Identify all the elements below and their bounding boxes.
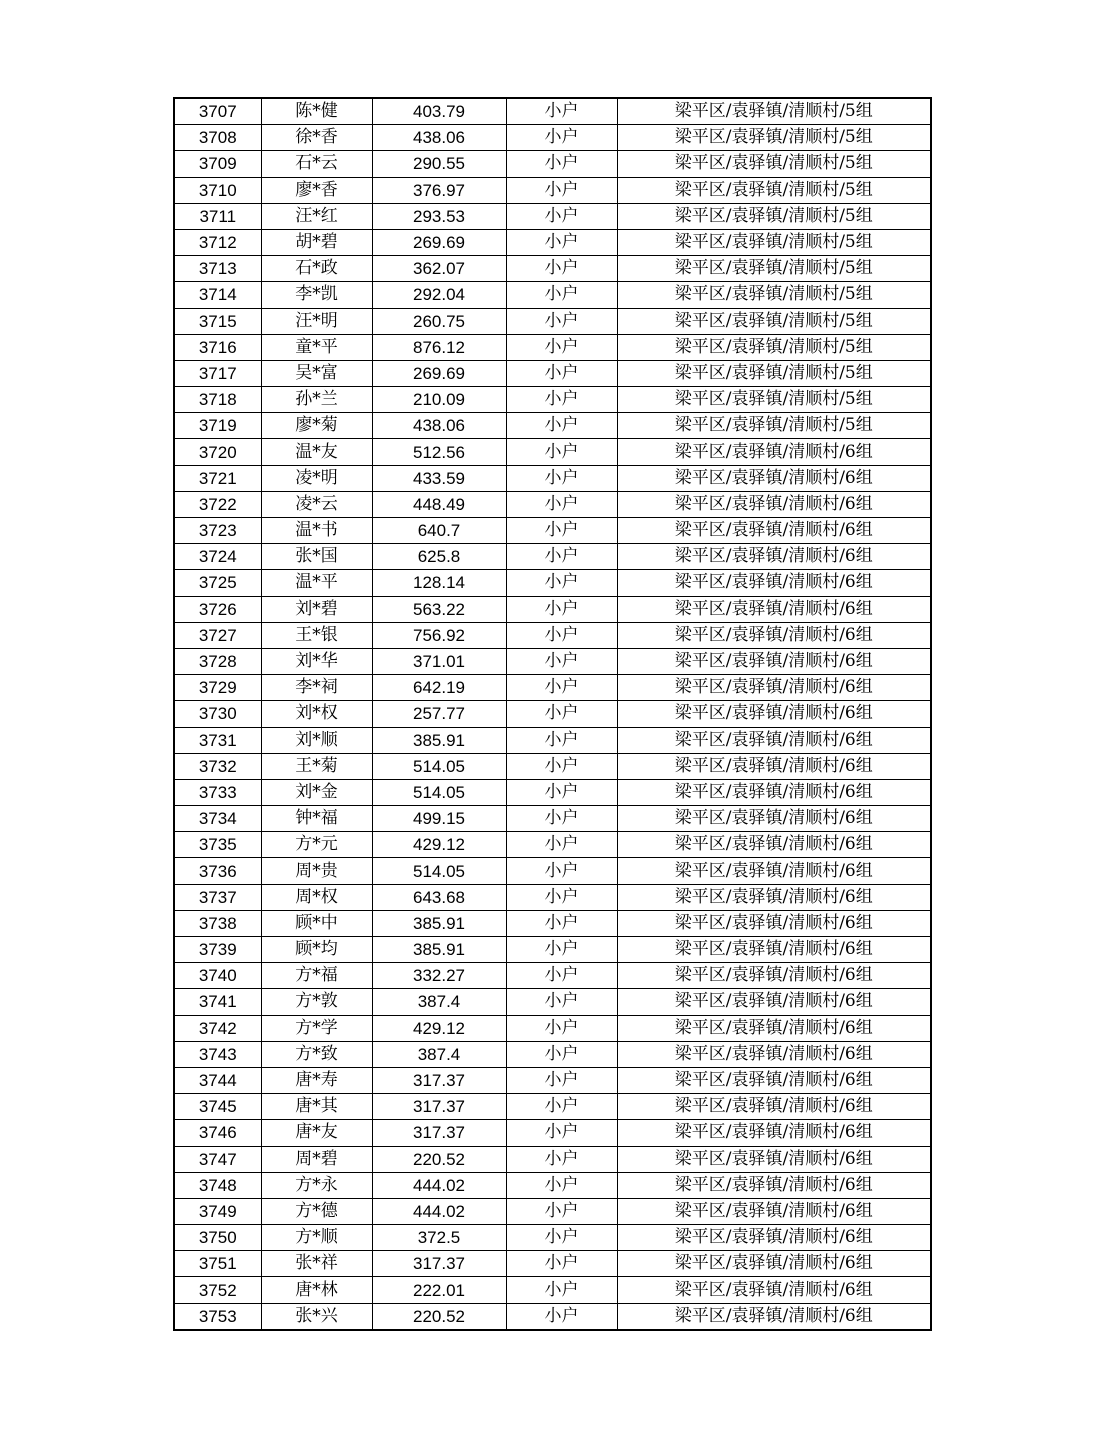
household-type-cell: 小户 <box>506 544 617 570</box>
table-row <box>174 518 931 544</box>
address-cell: 梁平区/袁驿镇/清顺村/5组 <box>617 256 931 282</box>
row-number-cell: 3712 <box>174 229 261 255</box>
address-cell: 梁平区/袁驿镇/清顺村/6组 <box>617 963 931 989</box>
address-cell: 梁平区/袁驿镇/清顺村/6组 <box>617 1120 931 1146</box>
household-type-cell: 小户 <box>506 1094 617 1120</box>
area-cell: 514.05 <box>372 858 506 884</box>
area-cell: 387.4 <box>372 989 506 1015</box>
household-type-cell: 小户 <box>506 1303 617 1330</box>
row-number-cell: 3726 <box>174 596 261 622</box>
table-row <box>174 989 931 1015</box>
area-cell: 433.59 <box>372 465 506 491</box>
area-cell: 387.4 <box>372 1041 506 1067</box>
address-cell: 梁平区/袁驿镇/清顺村/6组 <box>617 1041 931 1067</box>
holder-name-cell: 汪*明 <box>261 308 372 334</box>
row-number-cell: 3750 <box>174 1225 261 1251</box>
household-type-cell: 小户 <box>506 203 617 229</box>
address-cell: 梁平区/袁驿镇/清顺村/6组 <box>617 518 931 544</box>
holder-name-cell: 廖*香 <box>261 177 372 203</box>
holder-name-cell: 李*凯 <box>261 282 372 308</box>
household-type-cell: 小户 <box>506 98 617 125</box>
address-cell: 梁平区/袁驿镇/清顺村/5组 <box>617 308 931 334</box>
area-cell: 222.01 <box>372 1277 506 1303</box>
area-cell: 220.52 <box>372 1303 506 1330</box>
address-cell: 梁平区/袁驿镇/清顺村/6组 <box>617 1094 931 1120</box>
household-type-cell: 小户 <box>506 1251 617 1277</box>
area-cell: 642.19 <box>372 675 506 701</box>
table-row <box>174 1094 931 1120</box>
row-number-cell: 3745 <box>174 1094 261 1120</box>
address-cell: 梁平区/袁驿镇/清顺村/6组 <box>617 439 931 465</box>
row-number-cell: 3735 <box>174 832 261 858</box>
row-number-cell: 3725 <box>174 570 261 596</box>
address-cell: 梁平区/袁驿镇/清顺村/5组 <box>617 229 931 255</box>
table-row <box>174 125 931 151</box>
holder-name-cell: 温*书 <box>261 518 372 544</box>
address-cell: 梁平区/袁驿镇/清顺村/6组 <box>617 806 931 832</box>
address-cell: 梁平区/袁驿镇/清顺村/5组 <box>617 177 931 203</box>
area-cell: 332.27 <box>372 963 506 989</box>
holder-name-cell: 周*碧 <box>261 1146 372 1172</box>
household-type-cell: 小户 <box>506 832 617 858</box>
holder-name-cell: 方*永 <box>261 1172 372 1198</box>
area-cell: 643.68 <box>372 884 506 910</box>
area-cell: 385.91 <box>372 910 506 936</box>
holder-name-cell: 王*银 <box>261 622 372 648</box>
address-cell: 梁平区/袁驿镇/清顺村/5组 <box>617 282 931 308</box>
table-row <box>174 753 931 779</box>
household-type-cell: 小户 <box>506 963 617 989</box>
table-row <box>174 1146 931 1172</box>
holder-name-cell: 唐*寿 <box>261 1067 372 1093</box>
address-cell: 梁平区/袁驿镇/清顺村/6组 <box>617 1198 931 1224</box>
table-row <box>174 177 931 203</box>
table-row <box>174 570 931 596</box>
table-row <box>174 1251 931 1277</box>
area-cell: 444.02 <box>372 1198 506 1224</box>
holder-name-cell: 凌*云 <box>261 491 372 517</box>
table-row <box>174 1303 931 1330</box>
address-cell: 梁平区/袁驿镇/清顺村/6组 <box>617 465 931 491</box>
household-type-cell: 小户 <box>506 779 617 805</box>
table-row <box>174 622 931 648</box>
table-row <box>174 727 931 753</box>
household-type-cell: 小户 <box>506 648 617 674</box>
address-cell: 梁平区/袁驿镇/清顺村/6组 <box>617 1225 931 1251</box>
table-row <box>174 465 931 491</box>
row-number-cell: 3710 <box>174 177 261 203</box>
holder-name-cell: 周*贵 <box>261 858 372 884</box>
holder-name-cell: 唐*友 <box>261 1120 372 1146</box>
row-number-cell: 3711 <box>174 203 261 229</box>
area-cell: 448.49 <box>372 491 506 517</box>
holder-name-cell: 刘*权 <box>261 701 372 727</box>
area-cell: 269.69 <box>372 229 506 255</box>
row-number-cell: 3722 <box>174 491 261 517</box>
household-type-cell: 小户 <box>506 1225 617 1251</box>
address-cell: 梁平区/袁驿镇/清顺村/6组 <box>617 570 931 596</box>
table-row <box>174 256 931 282</box>
household-type-cell: 小户 <box>506 177 617 203</box>
row-number-cell: 3748 <box>174 1172 261 1198</box>
household-type-cell: 小户 <box>506 1120 617 1146</box>
area-cell: 371.01 <box>372 648 506 674</box>
holder-name-cell: 顾*中 <box>261 910 372 936</box>
address-cell: 梁平区/袁驿镇/清顺村/6组 <box>617 622 931 648</box>
row-number-cell: 3742 <box>174 1015 261 1041</box>
table-row <box>174 937 931 963</box>
holder-name-cell: 唐*其 <box>261 1094 372 1120</box>
holder-name-cell: 廖*菊 <box>261 413 372 439</box>
holder-name-cell: 胡*碧 <box>261 229 372 255</box>
row-number-cell: 3740 <box>174 963 261 989</box>
table-row <box>174 491 931 517</box>
row-number-cell: 3736 <box>174 858 261 884</box>
household-type-cell: 小户 <box>506 596 617 622</box>
holder-name-cell: 张*祥 <box>261 1251 372 1277</box>
address-cell: 梁平区/袁驿镇/清顺村/6组 <box>617 989 931 1015</box>
area-cell: 292.04 <box>372 282 506 308</box>
area-cell: 640.7 <box>372 518 506 544</box>
area-cell: 269.69 <box>372 360 506 386</box>
row-number-cell: 3723 <box>174 518 261 544</box>
table-row <box>174 1172 931 1198</box>
area-cell: 317.37 <box>372 1067 506 1093</box>
household-type-cell: 小户 <box>506 570 617 596</box>
address-cell: 梁平区/袁驿镇/清顺村/6组 <box>617 779 931 805</box>
area-cell: 876.12 <box>372 334 506 360</box>
address-cell: 梁平区/袁驿镇/清顺村/6组 <box>617 596 931 622</box>
holder-name-cell: 钟*福 <box>261 806 372 832</box>
address-cell: 梁平区/袁驿镇/清顺村/5组 <box>617 334 931 360</box>
address-cell: 梁平区/袁驿镇/清顺村/6组 <box>617 727 931 753</box>
row-number-cell: 3709 <box>174 151 261 177</box>
household-type-cell: 小户 <box>506 910 617 936</box>
table-row <box>174 1067 931 1093</box>
household-type-cell: 小户 <box>506 806 617 832</box>
address-cell: 梁平区/袁驿镇/清顺村/5组 <box>617 360 931 386</box>
holder-name-cell: 方*学 <box>261 1015 372 1041</box>
holder-name-cell: 刘*金 <box>261 779 372 805</box>
household-type-cell: 小户 <box>506 1277 617 1303</box>
holder-name-cell: 方*致 <box>261 1041 372 1067</box>
area-cell: 317.37 <box>372 1251 506 1277</box>
table-row <box>174 1198 931 1224</box>
row-number-cell: 3719 <box>174 413 261 439</box>
holder-name-cell: 刘*碧 <box>261 596 372 622</box>
area-cell: 444.02 <box>372 1172 506 1198</box>
holder-name-cell: 童*平 <box>261 334 372 360</box>
table-row <box>174 544 931 570</box>
household-type-cell: 小户 <box>506 858 617 884</box>
row-number-cell: 3728 <box>174 648 261 674</box>
area-cell: 128.14 <box>372 570 506 596</box>
address-cell: 梁平区/袁驿镇/清顺村/5组 <box>617 151 931 177</box>
household-type-cell: 小户 <box>506 151 617 177</box>
table-row <box>174 282 931 308</box>
holder-name-cell: 石*政 <box>261 256 372 282</box>
area-cell: 385.91 <box>372 937 506 963</box>
household-table-body <box>174 98 931 1330</box>
row-number-cell: 3746 <box>174 1120 261 1146</box>
table-row <box>174 334 931 360</box>
address-cell: 梁平区/袁驿镇/清顺村/5组 <box>617 203 931 229</box>
area-cell: 372.5 <box>372 1225 506 1251</box>
address-cell: 梁平区/袁驿镇/清顺村/6组 <box>617 1303 931 1330</box>
table-row <box>174 779 931 805</box>
row-number-cell: 3738 <box>174 910 261 936</box>
holder-name-cell: 徐*香 <box>261 125 372 151</box>
table-row <box>174 1120 931 1146</box>
table-row <box>174 98 931 125</box>
area-cell: 317.37 <box>372 1120 506 1146</box>
table-row <box>174 675 931 701</box>
household-type-cell: 小户 <box>506 937 617 963</box>
table-row <box>174 648 931 674</box>
household-type-cell: 小户 <box>506 622 617 648</box>
area-cell: 625.8 <box>372 544 506 570</box>
address-cell: 梁平区/袁驿镇/清顺村/5组 <box>617 98 931 125</box>
table-row <box>174 413 931 439</box>
address-cell: 梁平区/袁驿镇/清顺村/6组 <box>617 884 931 910</box>
row-number-cell: 3724 <box>174 544 261 570</box>
holder-name-cell: 汪*红 <box>261 203 372 229</box>
household-type-cell: 小户 <box>506 675 617 701</box>
row-number-cell: 3713 <box>174 256 261 282</box>
area-cell: 512.56 <box>372 439 506 465</box>
household-type-cell: 小户 <box>506 753 617 779</box>
row-number-cell: 3715 <box>174 308 261 334</box>
holder-name-cell: 方*德 <box>261 1198 372 1224</box>
table-row <box>174 1041 931 1067</box>
area-cell: 429.12 <box>372 1015 506 1041</box>
household-type-cell: 小户 <box>506 413 617 439</box>
table-row <box>174 701 931 727</box>
row-number-cell: 3707 <box>174 98 261 125</box>
holder-name-cell: 孙*兰 <box>261 387 372 413</box>
row-number-cell: 3714 <box>174 282 261 308</box>
holder-name-cell: 唐*林 <box>261 1277 372 1303</box>
table-row <box>174 229 931 255</box>
address-cell: 梁平区/袁驿镇/清顺村/6组 <box>617 832 931 858</box>
household-type-cell: 小户 <box>506 308 617 334</box>
table-row <box>174 1277 931 1303</box>
row-number-cell: 3739 <box>174 937 261 963</box>
row-number-cell: 3729 <box>174 675 261 701</box>
area-cell: 362.07 <box>372 256 506 282</box>
row-number-cell: 3721 <box>174 465 261 491</box>
household-type-cell: 小户 <box>506 518 617 544</box>
table-row <box>174 308 931 334</box>
address-cell: 梁平区/袁驿镇/清顺村/6组 <box>617 1172 931 1198</box>
address-cell: 梁平区/袁驿镇/清顺村/6组 <box>617 675 931 701</box>
area-cell: 260.75 <box>372 308 506 334</box>
table-row <box>174 596 931 622</box>
area-cell: 385.91 <box>372 727 506 753</box>
household-table <box>173 97 932 1331</box>
area-cell: 563.22 <box>372 596 506 622</box>
row-number-cell: 3737 <box>174 884 261 910</box>
area-cell: 220.52 <box>372 1146 506 1172</box>
household-type-cell: 小户 <box>506 1172 617 1198</box>
area-cell: 429.12 <box>372 832 506 858</box>
holder-name-cell: 顾*均 <box>261 937 372 963</box>
holder-name-cell: 王*菊 <box>261 753 372 779</box>
row-number-cell: 3730 <box>174 701 261 727</box>
household-type-cell: 小户 <box>506 282 617 308</box>
row-number-cell: 3751 <box>174 1251 261 1277</box>
row-number-cell: 3752 <box>174 1277 261 1303</box>
area-cell: 403.79 <box>372 98 506 125</box>
address-cell: 梁平区/袁驿镇/清顺村/6组 <box>617 701 931 727</box>
table-row <box>174 1225 931 1251</box>
area-cell: 438.06 <box>372 413 506 439</box>
row-number-cell: 3732 <box>174 753 261 779</box>
row-number-cell: 3731 <box>174 727 261 753</box>
row-number-cell: 3716 <box>174 334 261 360</box>
household-type-cell: 小户 <box>506 1041 617 1067</box>
address-cell: 梁平区/袁驿镇/清顺村/6组 <box>617 910 931 936</box>
area-cell: 514.05 <box>372 753 506 779</box>
row-number-cell: 3733 <box>174 779 261 805</box>
row-number-cell: 3718 <box>174 387 261 413</box>
household-type-cell: 小户 <box>506 465 617 491</box>
address-cell: 梁平区/袁驿镇/清顺村/6组 <box>617 1277 931 1303</box>
table-row <box>174 360 931 386</box>
row-number-cell: 3753 <box>174 1303 261 1330</box>
address-cell: 梁平区/袁驿镇/清顺村/6组 <box>617 648 931 674</box>
area-cell: 257.77 <box>372 701 506 727</box>
household-type-cell: 小户 <box>506 1146 617 1172</box>
table-row <box>174 884 931 910</box>
row-number-cell: 3744 <box>174 1067 261 1093</box>
table-row <box>174 387 931 413</box>
holder-name-cell: 陈*健 <box>261 98 372 125</box>
address-cell: 梁平区/袁驿镇/清顺村/6组 <box>617 1015 931 1041</box>
area-cell: 499.15 <box>372 806 506 832</box>
household-type-cell: 小户 <box>506 727 617 753</box>
address-cell: 梁平区/袁驿镇/清顺村/5组 <box>617 413 931 439</box>
household-type-cell: 小户 <box>506 1067 617 1093</box>
address-cell: 梁平区/袁驿镇/清顺村/6组 <box>617 858 931 884</box>
holder-name-cell: 方*福 <box>261 963 372 989</box>
holder-name-cell: 凌*明 <box>261 465 372 491</box>
table-row <box>174 151 931 177</box>
row-number-cell: 3727 <box>174 622 261 648</box>
household-type-cell: 小户 <box>506 491 617 517</box>
row-number-cell: 3747 <box>174 1146 261 1172</box>
holder-name-cell: 方*顺 <box>261 1225 372 1251</box>
household-type-cell: 小户 <box>506 989 617 1015</box>
table-row <box>174 439 931 465</box>
table-row <box>174 910 931 936</box>
household-type-cell: 小户 <box>506 1198 617 1224</box>
row-number-cell: 3734 <box>174 806 261 832</box>
household-type-cell: 小户 <box>506 125 617 151</box>
household-type-cell: 小户 <box>506 1015 617 1041</box>
address-cell: 梁平区/袁驿镇/清顺村/5组 <box>617 125 931 151</box>
holder-name-cell: 刘*顺 <box>261 727 372 753</box>
address-cell: 梁平区/袁驿镇/清顺村/6组 <box>617 1251 931 1277</box>
area-cell: 317.37 <box>372 1094 506 1120</box>
area-cell: 210.09 <box>372 387 506 413</box>
table-row <box>174 858 931 884</box>
area-cell: 376.97 <box>372 177 506 203</box>
household-type-cell: 小户 <box>506 334 617 360</box>
address-cell: 梁平区/袁驿镇/清顺村/5组 <box>617 387 931 413</box>
table-row <box>174 832 931 858</box>
household-type-cell: 小户 <box>506 256 617 282</box>
holder-name-cell: 温*友 <box>261 439 372 465</box>
row-number-cell: 3717 <box>174 360 261 386</box>
household-type-cell: 小户 <box>506 360 617 386</box>
holder-name-cell: 方*元 <box>261 832 372 858</box>
address-cell: 梁平区/袁驿镇/清顺村/6组 <box>617 491 931 517</box>
household-type-cell: 小户 <box>506 439 617 465</box>
row-number-cell: 3708 <box>174 125 261 151</box>
table-row <box>174 203 931 229</box>
household-type-cell: 小户 <box>506 884 617 910</box>
address-cell: 梁平区/袁驿镇/清顺村/6组 <box>617 753 931 779</box>
holder-name-cell: 吴*富 <box>261 360 372 386</box>
area-cell: 290.55 <box>372 151 506 177</box>
household-type-cell: 小户 <box>506 229 617 255</box>
holder-name-cell: 温*平 <box>261 570 372 596</box>
holder-name-cell: 李*祠 <box>261 675 372 701</box>
row-number-cell: 3743 <box>174 1041 261 1067</box>
holder-name-cell: 方*敦 <box>261 989 372 1015</box>
table-row <box>174 1015 931 1041</box>
address-cell: 梁平区/袁驿镇/清顺村/6组 <box>617 937 931 963</box>
area-cell: 293.53 <box>372 203 506 229</box>
table-row <box>174 963 931 989</box>
household-type-cell: 小户 <box>506 387 617 413</box>
address-cell: 梁平区/袁驿镇/清顺村/6组 <box>617 1067 931 1093</box>
area-cell: 438.06 <box>372 125 506 151</box>
household-type-cell: 小户 <box>506 701 617 727</box>
holder-name-cell: 张*国 <box>261 544 372 570</box>
area-cell: 514.05 <box>372 779 506 805</box>
holder-name-cell: 张*兴 <box>261 1303 372 1330</box>
holder-name-cell: 刘*华 <box>261 648 372 674</box>
holder-name-cell: 石*云 <box>261 151 372 177</box>
address-cell: 梁平区/袁驿镇/清顺村/6组 <box>617 1146 931 1172</box>
row-number-cell: 3720 <box>174 439 261 465</box>
row-number-cell: 3741 <box>174 989 261 1015</box>
area-cell: 756.92 <box>372 622 506 648</box>
holder-name-cell: 周*权 <box>261 884 372 910</box>
table-row <box>174 806 931 832</box>
address-cell: 梁平区/袁驿镇/清顺村/6组 <box>617 544 931 570</box>
row-number-cell: 3749 <box>174 1198 261 1224</box>
